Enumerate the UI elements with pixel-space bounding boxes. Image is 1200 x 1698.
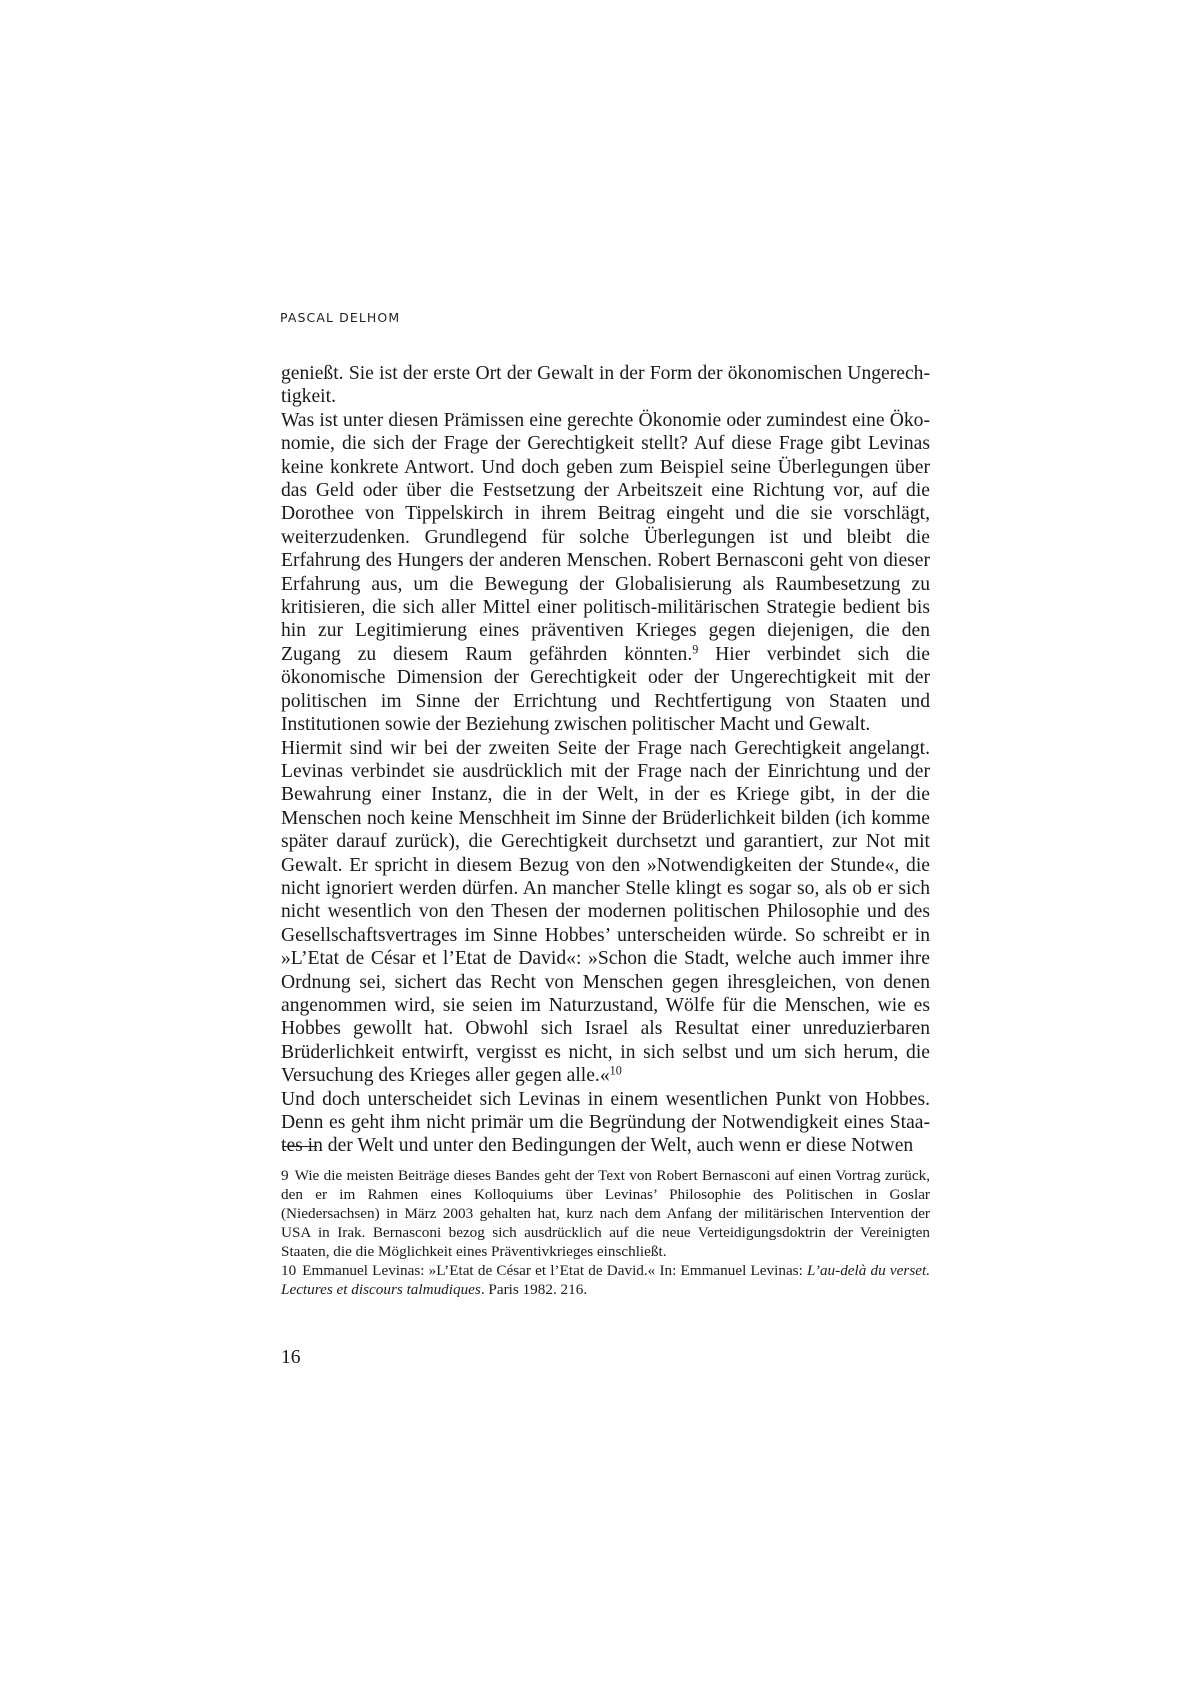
footnote-number: 10	[281, 1262, 297, 1279]
paragraph-text: Was ist unter diesen Prämissen eine gerechte Ökonomie oder zumindest eine Ökonomie, die sich der Frage der Gerechtigkeit stellt? Auf diese Frage gibt Levinas keine konkrete Antwort. Und doch geben zum Beispiel seine Überlegungen über das Geld oder über die Festsetzung der Arbeitszeit eine Richtung vor, auf die Dorothee von Tippelskirch in ihrem Beitrag eingeht und die sie vorschlägt, weiterzudenken. Grundlegend für solche Überlegungen ist und bleibt die Erfahrung des Hungers der anderen Menschen. Robert Bernasconi geht von dieser Erfahrung aus, um die Bewegung der Globalisierung als Raumbesetzung zu kritisieren, die sich aller Mittel einer politisch-militärischen Strategie bedient bis hin zur Legitimierung eines präventiven Krieges gegen diejenigen, die den Zugang zu diesem Raum gefährden könnten.	[281, 409, 930, 665]
paragraph	[281, 409, 930, 737]
running-head: PASCAL DELHOM	[280, 310, 401, 325]
paragraph-text: genießt. Sie ist der erste Ort der Gewalt in der Form der ökonomischen Ungerechtigkeit.	[281, 363, 930, 408]
footnote-text: . Paris 1982. 216.	[480, 1281, 588, 1298]
footnote-text: Wie die meisten Beiträge dieses Bandes geht der Text von Robert Bernasconi auf einen Vortrag zurück, den er im Rahmen eines Kolloquiums über Levinas’ Philosophie des Politischen in Goslar (Niedersachsen) in März 2003 gehalten hat, kurz nach dem Anfang der militärischen Intervention der USA in Irak. Bernasconi bezog sich ausdrücklich auf die neue Verteidigungsdoktrin der Vereinigten Staaten, die die Möglichkeit eines Präventivkrieges einschließt.	[281, 1167, 930, 1260]
paragraph	[281, 1088, 930, 1158]
paragraph-text: Hiermit sind wir bei der zweiten Seite der Frage nach Gerechtigkeit angelangt. Levinas verbindet sie ausdrücklich mit der Frage nach der Einrichtung und der Bewahrung einer Instanz, die in der Welt, in der es Kriege gibt, in der die Menschen noch keine Menschheit im Sinne der Brüderlichkeit bilden (ich komme später darauf zurück), die Gerechtigkeit durchsetzt und garantiert, zur Not mit Gewalt. Er spricht in diesem Bezug von den »Notwendigkeiten der Stunde«, die nicht ignoriert werden dürfen. An mancher Stelle klingt es sogar so, als ob er sich nicht wesentlich von den Thesen der modernen politischen Philosophie und des Gesellschaftsvertrages im Sinne Hobbes’ unterscheiden würde. So schreibt er in »L’Etat de César et l’Etat de David«: »Schon die Stadt, welche auch immer ihre Ordnung sei, sichert das Recht von Menschen gegen ihresgleichen, von denen angenommen wird, sie seien im Naturzustand, Wölfe für die Menschen, wie es Hobbes gewollt hat. Obwohl sich Israel als Resultat einer unreduzierbaren Brüderlichkeit entwirft, vergisst es nicht, in sich selbst und um sich herum, die Versuchung des Krieges aller gegen alle.«	[281, 737, 930, 1087]
footnote-text: Emmanuel Levinas: »L’Etat de César et l’Etat de David.« In: Emmanuel Levinas:	[302, 1262, 808, 1279]
footnote-number: 9	[281, 1167, 289, 1184]
paragraph	[281, 362, 930, 409]
footnote-separator	[282, 1146, 317, 1147]
paragraph-text: Hier verbindet sich die ökonomische Dimension der Gerechtigkeit oder der Ungerechtigkeit mit der politischen im Sinne der Errichtung und Rechtfertigung von Staaten und Institutionen sowie der Beziehung zwischen politischer Macht und Gewalt.	[281, 643, 930, 736]
footnotes	[281, 1166, 930, 1299]
footnote-reference[interactable]: 10	[609, 1063, 622, 1078]
page-number: 16	[281, 1347, 301, 1368]
main-text	[281, 362, 930, 1158]
paragraph-text: Und doch unterscheidet sich Levinas in einem wesentlichen Punkt von Hobbes. Denn es geht ihm nicht primär um die Begründung der Notwendigkeit eines Staates in der Welt und unter den Bedingungen der Welt, auch wenn er diese Notwen	[281, 1088, 930, 1157]
footnote-book-title: L’au-delà du verset. Lectures et discours talmudiques	[281, 1262, 930, 1298]
paragraph	[281, 737, 930, 1088]
footnote	[281, 1261, 930, 1299]
footnote	[281, 1166, 930, 1261]
footnote-reference[interactable]: 9	[692, 642, 699, 657]
